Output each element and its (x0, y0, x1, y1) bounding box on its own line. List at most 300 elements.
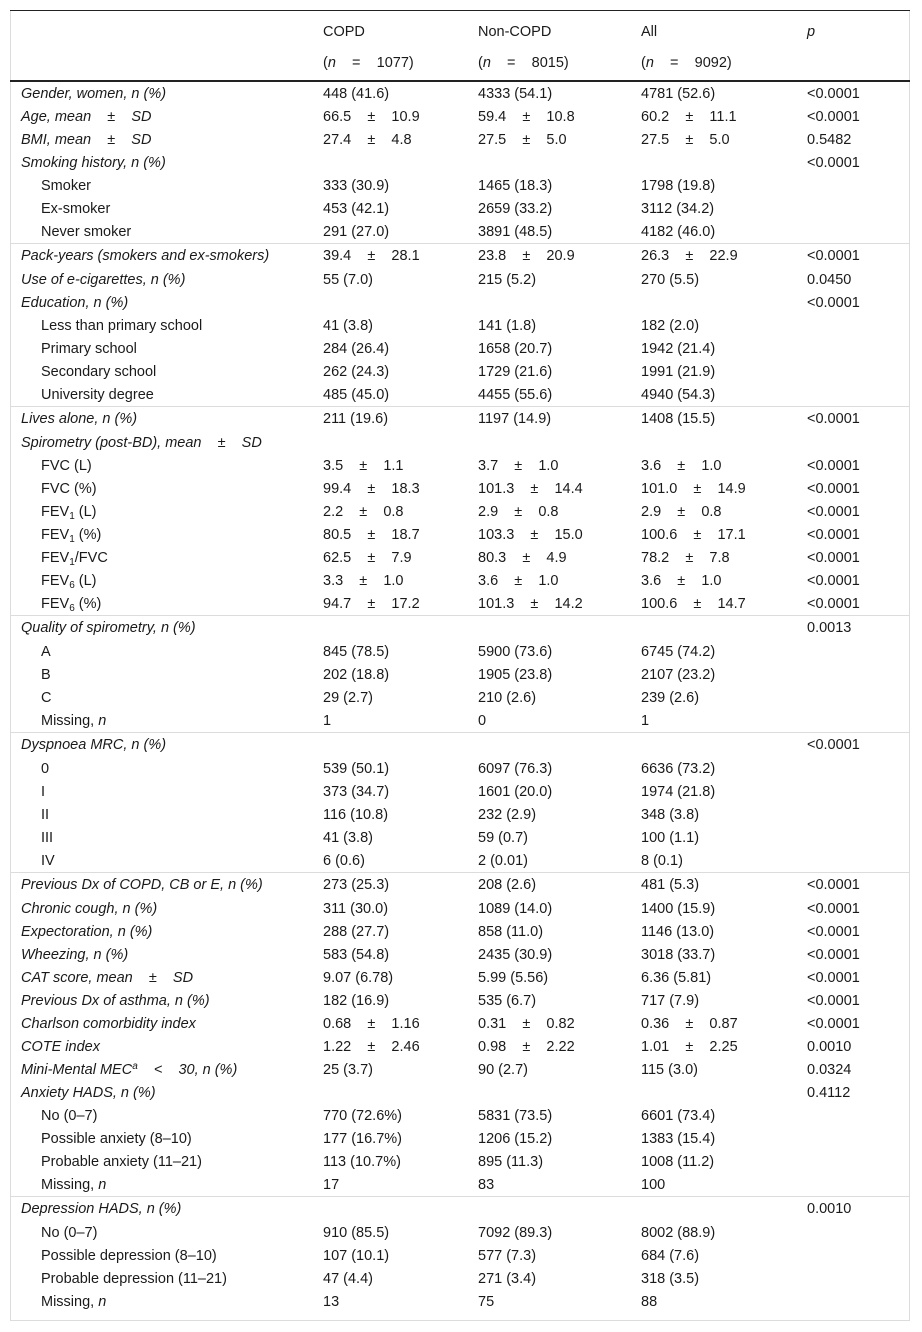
table-row (10, 1290, 910, 1313)
cell-p: <0.0001 (807, 946, 860, 963)
cell-copd: 3.5 ± 1.1 (323, 457, 404, 474)
cell-noncopd: 6097 (76.3) (478, 760, 553, 777)
cell-all: 26.3 ± 22.9 (641, 244, 807, 269)
cell-p: <0.0001 (807, 108, 860, 125)
row-label: Chronic cough, n (%) (21, 900, 158, 917)
table-row (10, 500, 910, 523)
cell-copd: 1.22 ± 2.46 (323, 1038, 420, 1055)
row-label: University degree (41, 386, 154, 403)
cell-all: 8 (0.1) (641, 852, 683, 869)
cell-all (641, 431, 807, 454)
cell-noncopd (478, 733, 641, 758)
table-row (10, 407, 910, 432)
cell-noncopd: 0.31 ± 0.82 (478, 1015, 575, 1032)
cell-all: 115 (3.0) (641, 1061, 698, 1078)
cell-noncopd: 27.5 ± 5.0 (478, 131, 567, 148)
row-label: Missing, n (41, 1293, 107, 1310)
cell-all: 60.2 ± 11.1 (641, 108, 737, 125)
cell-copd (323, 1081, 478, 1104)
row-label: Possible anxiety (8–10) (41, 1130, 192, 1147)
cell-p: <0.0001 (807, 900, 860, 917)
table-row (10, 826, 910, 849)
cell-copd: 211 (19.6) (323, 407, 478, 432)
row-label: Previous Dx of COPD, CB or E, n (%) (10, 873, 323, 898)
row-label: Ex-smoker (41, 200, 111, 217)
table-row (10, 1150, 910, 1173)
cell-p (807, 360, 910, 383)
table-row (10, 220, 910, 244)
cell-noncopd (478, 431, 641, 454)
cell-copd: 80.5 ± 18.7 (323, 526, 420, 543)
cell-all: 481 (5.3) (641, 873, 807, 898)
cell-noncopd: 59 (0.7) (478, 829, 528, 846)
cell-p (807, 1104, 910, 1127)
cell-noncopd: 210 (2.6) (478, 689, 537, 706)
cell-noncopd: 141 (1.8) (478, 317, 537, 334)
row-label: Charlson comorbidity index (21, 1015, 196, 1032)
cell-p: 0.0450 (807, 271, 852, 288)
row-label: Expectoration, n (%) (21, 923, 153, 940)
table-row (10, 616, 910, 641)
cell-p (807, 803, 910, 826)
cell-copd: 25 (3.7) (323, 1061, 373, 1078)
cell-p: <0.0001 (807, 480, 860, 497)
cell-all: 1 (641, 712, 650, 729)
table-row (10, 1127, 910, 1150)
row-label: Possible depression (8–10) (41, 1247, 217, 1264)
cell-p (807, 640, 910, 663)
row-label: Smoker (41, 177, 91, 194)
cell-all: 3018 (33.7) (641, 946, 716, 963)
cell-all: 717 (7.9) (641, 992, 700, 1009)
cell-noncopd: 101.3 ± 14.4 (478, 480, 583, 497)
cell-all: 1991 (21.9) (641, 363, 716, 380)
cell-noncopd: 3891 (48.5) (478, 223, 553, 240)
cell-all: 684 (7.6) (641, 1247, 700, 1264)
cell-p: <0.0001 (807, 294, 860, 311)
table-row (10, 873, 910, 898)
cell-noncopd: 0.98 ± 2.22 (478, 1038, 575, 1055)
cell-noncopd: 4455 (55.6) (478, 386, 553, 403)
cell-all: 6636 (73.2) (641, 760, 716, 777)
cell-copd: 6 (0.6) (323, 852, 365, 869)
table-row (10, 1173, 910, 1197)
row-label: C (41, 689, 52, 706)
cell-noncopd: 3.6 ± 1.0 (478, 572, 559, 589)
cell-noncopd: 103.3 ± 15.0 (478, 526, 583, 543)
cell-all (641, 291, 807, 314)
cell-all: 2107 (23.2) (641, 666, 716, 683)
row-label: CAT score, mean ± SD (21, 969, 194, 986)
row-label: $FEV_1$/FVC (41, 549, 108, 568)
cell-all: 3.6 ± 1.0 (641, 572, 722, 589)
cell-all: 1400 (15.9) (641, 900, 716, 917)
cell-all: 3.6 ± 1.0 (641, 457, 722, 474)
row-label: 0 (41, 760, 50, 777)
row-label: Probable anxiety (11–21) (41, 1153, 202, 1170)
row-label: No (0–7) (41, 1107, 98, 1124)
table-row (10, 383, 910, 407)
row-label: BMI, mean ± SD (21, 131, 152, 148)
cell-all: 101.0 ± 14.9 (641, 480, 746, 497)
row-label: Lives alone, n (%) (10, 407, 323, 432)
cell-copd: 910 (85.5) (323, 1224, 390, 1241)
cell-p: 0.0010 (807, 1197, 910, 1222)
cell-p: <0.0001 (807, 595, 860, 612)
table-row (10, 897, 910, 920)
row-label: Secondary school (41, 363, 157, 380)
table-row (10, 1267, 910, 1290)
cell-noncopd: 83 (478, 1176, 495, 1193)
cell-p: 0.0013 (807, 616, 910, 641)
cell-copd: 202 (18.8) (323, 666, 390, 683)
header-all: All (641, 11, 807, 49)
row-label: Age, mean ± SD (21, 108, 152, 125)
cell-all: 100.6 ± 17.1 (641, 526, 746, 543)
cell-noncopd: 1658 (20.7) (478, 340, 553, 357)
row-label: Spirometry (post-BD), mean ± SD (21, 434, 262, 451)
row-label: Probable depression (11–21) (41, 1270, 227, 1287)
cell-p: <0.0001 (807, 572, 860, 589)
cell-p: <0.0001 (807, 1015, 860, 1032)
cell-all: 1942 (21.4) (641, 340, 716, 357)
cell-noncopd: 5.99 (5.56) (478, 969, 549, 986)
cell-p: <0.0001 (807, 923, 860, 940)
cell-noncopd: 1197 (14.9) (478, 407, 641, 432)
table-row (10, 268, 910, 291)
cell-p (807, 709, 910, 733)
cell-all: 318 (3.5) (641, 1270, 700, 1287)
table-row (10, 151, 910, 174)
row-label: Quality of spirometry, n (%) (10, 616, 323, 641)
cell-noncopd (478, 1197, 641, 1222)
table-row (10, 1221, 910, 1244)
cell-noncopd: 5900 (73.6) (478, 643, 553, 660)
cell-noncopd: 1206 (15.2) (478, 1130, 553, 1147)
cell-all: 78.2 ± 7.8 (641, 549, 730, 566)
table-row (10, 337, 910, 360)
cell-all (641, 1197, 807, 1222)
table-row (10, 803, 910, 826)
cell-noncopd: 2.9 ± 0.8 (478, 503, 559, 520)
cell-copd: 1 (323, 712, 332, 729)
table-row (10, 686, 910, 709)
cell-p: <0.0001 (807, 85, 860, 102)
cell-copd: 113 (10.7%) (323, 1153, 401, 1170)
table-container (10, 10, 910, 1321)
cell-all: 6.36 (5.81) (641, 969, 712, 986)
table-row (10, 1197, 910, 1222)
cell-all: 1408 (15.5) (641, 407, 807, 432)
cell-p: 0.0324 (807, 1061, 852, 1078)
cell-copd: 291 (27.0) (323, 223, 390, 240)
cell-p (807, 1221, 910, 1244)
cell-copd: 66.5 ± 10.9 (323, 108, 420, 125)
cell-p: 0.4112 (807, 1084, 851, 1101)
cell-all: 100 (1.1) (641, 829, 700, 846)
cell-copd: 539 (50.1) (323, 760, 390, 777)
cell-all: 8002 (88.9) (641, 1224, 716, 1241)
cell-p: <0.0001 (807, 549, 860, 566)
cell-p (807, 780, 910, 803)
cell-p: <0.0001 (807, 969, 860, 986)
cell-p (807, 826, 910, 849)
cell-p (807, 849, 910, 873)
row-label: $FEV_6$ (L) (41, 572, 97, 591)
table-row (10, 477, 910, 500)
row-label: $FEV_1$ (%) (41, 526, 102, 545)
cell-p: <0.0001 (807, 733, 910, 758)
table-row (10, 360, 910, 383)
row-label: COTE index (21, 1038, 100, 1055)
table-row (10, 291, 910, 314)
row-label: Pack-years (smokers and ex-smokers) (10, 244, 323, 269)
cell-all: 0.36 ± 0.87 (641, 1015, 738, 1032)
row-label: II (41, 806, 50, 823)
cell-p (807, 1290, 910, 1313)
cell-copd: 2.2 ± 0.8 (323, 503, 404, 520)
cell-copd (323, 733, 478, 758)
cell-copd: 373 (34.7) (323, 783, 390, 800)
cell-noncopd: 2 (0.01) (478, 852, 528, 869)
cell-all: 6601 (73.4) (641, 1107, 716, 1124)
cell-p (807, 383, 910, 407)
cell-noncopd: 1905 (23.8) (478, 666, 553, 683)
cell-all: 2.9 ± 0.8 (641, 503, 722, 520)
table-row (10, 546, 910, 569)
cell-copd: 453 (42.1) (323, 200, 390, 217)
cell-copd: 273 (25.3) (323, 873, 478, 898)
cell-p: <0.0001 (807, 503, 860, 520)
cell-all: 182 (2.0) (641, 317, 700, 334)
cell-all (641, 1081, 807, 1104)
cell-noncopd: 80.3 ± 4.9 (478, 549, 567, 566)
table-row (10, 1244, 910, 1267)
row-label: A (41, 643, 51, 660)
row-label: $FEV_1$ (L) (41, 503, 97, 522)
cell-p: <0.0001 (807, 154, 860, 171)
cell-noncopd: 271 (3.4) (478, 1270, 537, 1287)
cell-p (807, 686, 910, 709)
cell-p (807, 1267, 910, 1290)
cell-copd: 17 (323, 1176, 340, 1193)
row-label: Depression HADS, n (%) (10, 1197, 323, 1222)
header-noncopd: Non-COPD (478, 11, 641, 49)
cell-noncopd (478, 151, 641, 174)
table-row (10, 592, 910, 616)
table-row (10, 1035, 910, 1058)
row-label: Primary school (41, 340, 137, 357)
table-row (10, 523, 910, 546)
row-label: Anxiety HADS, n (%) (21, 1084, 156, 1101)
cell-p: 0.0010 (807, 1038, 852, 1055)
cell-all (641, 733, 807, 758)
table-row (10, 1104, 910, 1127)
cell-copd: 94.7 ± 17.2 (323, 595, 420, 612)
table-row (10, 780, 910, 803)
table-row (10, 989, 910, 1012)
cell-all: 1.01 ± 2.25 (641, 1038, 738, 1055)
cell-copd: 333 (30.9) (323, 177, 390, 194)
table-row (10, 314, 910, 337)
cell-noncopd (478, 291, 641, 314)
cell-copd: 47 (4.4) (323, 1270, 373, 1287)
table-row (10, 81, 910, 105)
cell-noncopd: 535 (6.7) (478, 992, 537, 1009)
cell-p (807, 174, 910, 197)
cell-noncopd: 4333 (54.1) (478, 85, 553, 102)
row-label: IV (41, 852, 55, 869)
cell-p: <0.0001 (807, 992, 860, 1009)
cell-copd: 262 (24.3) (323, 363, 390, 380)
table-row (10, 943, 910, 966)
cell-noncopd: 232 (2.9) (478, 806, 537, 823)
cell-noncopd: 1729 (21.6) (478, 363, 553, 380)
cell-noncopd: 5831 (73.5) (478, 1107, 553, 1124)
cell-p (807, 1173, 910, 1197)
cell-all: 100 (641, 1176, 666, 1193)
cell-noncopd (478, 616, 641, 641)
cell-noncopd: 90 (2.7) (478, 1061, 528, 1078)
cell-p (807, 314, 910, 337)
table-row (10, 757, 910, 780)
cell-copd (323, 1197, 478, 1222)
cell-noncopd: 1465 (18.3) (478, 177, 553, 194)
row-label: $FEV_6$ (%) (41, 595, 102, 614)
cell-noncopd: 3.7 ± 1.0 (478, 457, 559, 474)
cell-noncopd: 23.8 ± 20.9 (478, 244, 641, 269)
cell-p: <0.0001 (807, 526, 860, 543)
cell-copd: 284 (26.4) (323, 340, 390, 357)
cell-copd: 311 (30.0) (323, 900, 389, 917)
cell-p: <0.0001 (807, 457, 860, 474)
header-empty (10, 11, 323, 49)
cell-noncopd: 2435 (30.9) (478, 946, 553, 963)
cell-all: 27.5 ± 5.0 (641, 131, 730, 148)
cell-p (807, 220, 910, 244)
cell-noncopd: 215 (5.2) (478, 271, 537, 288)
row-label: Less than primary school (41, 317, 203, 334)
cell-copd (323, 431, 478, 454)
cell-p: <0.0001 (807, 244, 910, 269)
cell-p (807, 1150, 910, 1173)
cell-all: 88 (641, 1293, 658, 1310)
cell-copd: 9.07 (6.78) (323, 969, 394, 986)
cell-copd: 3.3 ± 1.0 (323, 572, 404, 589)
table-row (10, 640, 910, 663)
cell-noncopd: 59.4 ± 10.8 (478, 108, 575, 125)
header-n-noncopd: (n = 8015) (478, 48, 641, 81)
row-label: Wheezing, n (%) (21, 946, 129, 963)
table-row (10, 569, 910, 592)
cell-p (807, 663, 910, 686)
cell-all: 100.6 ± 14.7 (641, 595, 746, 612)
table-row (10, 174, 910, 197)
cell-p: <0.0001 (807, 873, 910, 898)
header-copd: COPD (323, 11, 478, 49)
table-body (10, 81, 910, 1313)
cell-all (641, 151, 807, 174)
cell-copd: 27.4 ± 4.8 (323, 131, 412, 148)
table-row (10, 105, 910, 128)
cell-noncopd: 7092 (89.3) (478, 1224, 553, 1241)
table-row (10, 920, 910, 943)
cell-noncopd: 577 (7.3) (478, 1247, 537, 1264)
cell-noncopd: 1089 (14.0) (478, 900, 553, 917)
table-row (10, 1081, 910, 1104)
cell-all: 4940 (54.3) (641, 386, 716, 403)
table-row (10, 128, 910, 151)
row-label: Mini-Mental MEC$^a$ < 30, n (%) (21, 1060, 238, 1078)
cell-copd: 448 (41.6) (323, 85, 390, 102)
cell-noncopd: 101.3 ± 14.2 (478, 595, 583, 612)
table-row (10, 431, 910, 454)
table-row (10, 733, 910, 758)
cell-p (807, 1244, 910, 1267)
cell-p: <0.0001 (807, 407, 910, 432)
row-label: Never smoker (41, 223, 132, 240)
cell-copd: 182 (16.9) (323, 992, 390, 1009)
row-label: I (41, 783, 46, 800)
cell-copd: 62.5 ± 7.9 (323, 549, 412, 566)
row-label: Use of e-cigarettes, n (%) (21, 271, 186, 288)
cell-copd: 13 (323, 1293, 340, 1310)
cell-copd: 107 (10.1) (323, 1247, 390, 1264)
cell-copd: 55 (7.0) (323, 271, 373, 288)
row-label: FVC (%) (41, 480, 97, 497)
cell-noncopd: 208 (2.6) (478, 873, 641, 898)
row-label: III (41, 829, 54, 846)
row-label: FVC (L) (41, 457, 92, 474)
cell-noncopd: 858 (11.0) (478, 923, 544, 940)
header-p: p (807, 11, 910, 49)
cell-all (641, 616, 807, 641)
cell-all: 348 (3.8) (641, 806, 700, 823)
table-header (10, 11, 910, 82)
table-row (10, 849, 910, 873)
table-row (10, 966, 910, 989)
table-row (10, 709, 910, 733)
cell-copd: 99.4 ± 18.3 (323, 480, 420, 497)
cell-copd: 770 (72.6%) (323, 1107, 402, 1124)
table-row (10, 197, 910, 220)
row-label: Smoking history, n (%) (21, 154, 166, 171)
cell-copd: 177 (16.7%) (323, 1130, 402, 1147)
table-row (10, 1012, 910, 1035)
header-n-all: (n = 9092) (641, 48, 807, 81)
cell-noncopd: 1601 (20.0) (478, 783, 553, 800)
cell-noncopd: 0 (478, 712, 487, 729)
cell-copd (323, 151, 478, 174)
characteristics-table (10, 10, 910, 1313)
cell-all: 1383 (15.4) (641, 1130, 716, 1147)
cell-copd (323, 616, 478, 641)
row-label: No (0–7) (41, 1224, 98, 1241)
cell-all: 239 (2.6) (641, 689, 700, 706)
cell-p (807, 431, 910, 454)
cell-copd: 116 (10.8) (323, 806, 389, 823)
cell-noncopd: 895 (11.3) (478, 1153, 544, 1170)
cell-all: 1798 (19.8) (641, 177, 716, 194)
header-n-copd: (n = 1077) (323, 48, 478, 81)
cell-noncopd: 2659 (33.2) (478, 200, 553, 217)
cell-noncopd: 75 (478, 1293, 495, 1310)
cell-all: 1146 (13.0) (641, 923, 715, 940)
cell-copd: 288 (27.7) (323, 923, 390, 940)
row-label: B (41, 666, 51, 683)
row-label: Education, n (%) (21, 294, 129, 311)
cell-copd: 39.4 ± 28.1 (323, 244, 478, 269)
